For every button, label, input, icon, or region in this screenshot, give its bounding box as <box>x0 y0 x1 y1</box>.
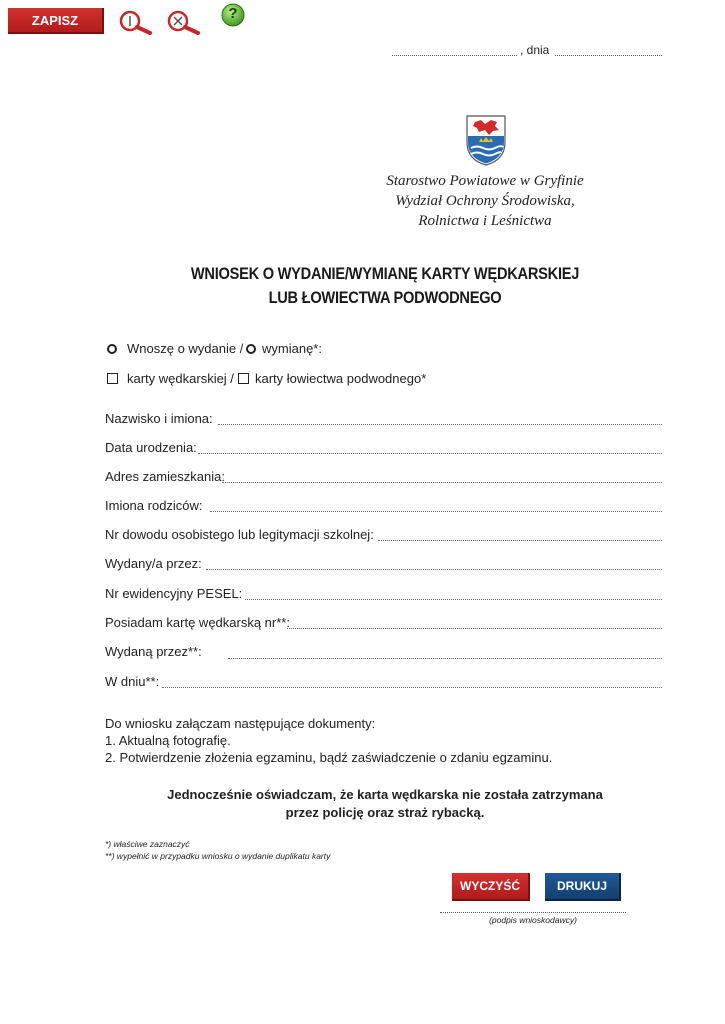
field-label-birthdate: Data urodzenia: <box>105 440 197 455</box>
declaration <box>105 786 665 822</box>
office-line-2: Wydział Ochrony Środowiska, <box>395 193 575 209</box>
underwater-card-label: karty łowiectwa podwodnego* <box>255 371 427 386</box>
date-separator: , dnia <box>520 43 550 57</box>
field-label-id-number: Nr dowodu osobistego lub legitymacji szkolnej: <box>105 527 374 542</box>
office-line-1: Starostwo Powiatowe w Gryfinie <box>386 173 584 189</box>
field-label-card-number: Posiadam kartę wędkarską nr**: <box>105 615 290 630</box>
signature-line[interactable] <box>440 912 626 913</box>
footnote-2: **) wypełnić w przypadku wniosku o wydanie duplikatu karty <box>105 851 331 861</box>
field-input-id-number[interactable] <box>378 540 662 541</box>
replace-option-label: wymianę*: <box>262 341 322 356</box>
attachments-intro: Do wniosku załączam następujące dokumenty: <box>105 716 376 731</box>
help-glyph: ? <box>228 5 238 22</box>
save-button[interactable]: ZAPISZ <box>8 8 104 34</box>
field-input-name[interactable] <box>218 424 662 425</box>
print-button[interactable]: DRUKUJ <box>545 873 621 901</box>
underwater-card-checkbox[interactable] <box>238 373 249 384</box>
field-label-parents: Imiona rodziców: <box>105 498 203 513</box>
date-field[interactable] <box>555 55 662 56</box>
title-line-1: WNIOSEK O WYDANIE/WYMIANĘ KARTY WĘDKARSKIEJ <box>190 264 580 283</box>
attachments-section <box>105 715 665 766</box>
clear-button[interactable]: WYCZYŚĆ <box>452 873 530 901</box>
field-label-pesel: Nr ewidencyjny PESEL: <box>105 586 243 601</box>
place-field[interactable] <box>392 55 517 56</box>
field-label-card-issued-by: Wydaną przez**: <box>105 644 202 659</box>
title-line-2: LUB ŁOWIECTWA PODWODNEGO <box>268 288 502 307</box>
field-input-card-issued-by[interactable] <box>228 658 662 659</box>
footnote-1: *) właściwe zaznaczyć <box>105 839 190 849</box>
office-line-3: Rolnictwa i Leśnictwa <box>418 213 552 229</box>
field-label-name: Nazwisko i imiona: <box>105 411 213 426</box>
field-input-issued-by[interactable] <box>206 569 662 570</box>
zoom-out-icon[interactable] <box>165 9 205 35</box>
signature-caption: (podpis wnioskodawcy) <box>489 915 577 925</box>
fishing-card-label: karty wędkarskiej / <box>127 371 234 386</box>
footnotes <box>105 838 465 862</box>
help-icon[interactable] <box>221 3 245 27</box>
field-input-birthdate[interactable] <box>198 453 662 454</box>
attachment-item-1: 1. Aktualną fotografię. <box>105 733 231 748</box>
field-input-pesel[interactable] <box>245 599 662 600</box>
office-name <box>340 171 630 231</box>
field-label-card-date: W dniu**: <box>105 674 160 689</box>
zoom-in-icon[interactable] <box>117 9 157 35</box>
issue-option-label: Wnoszę o wydanie / <box>127 341 244 356</box>
attachment-item-2: 2. Potwierdzenie złożenia egzaminu, bądź zaświadczenie o zdaniu egzaminu. <box>105 750 553 765</box>
field-input-parents[interactable] <box>210 511 662 512</box>
field-label-issued-by: Wydany/a przez: <box>105 556 202 571</box>
field-input-card-date[interactable] <box>162 687 662 688</box>
declaration-line-2: przez policję oraz straż rybacką. <box>285 805 485 820</box>
document-title <box>157 262 613 310</box>
issue-radio[interactable] <box>107 344 117 354</box>
declaration-line-1: Jednocześnie oświadczam, że karta wędkarska nie została zatrzymana <box>167 787 603 802</box>
county-crest-logo <box>465 114 507 166</box>
fishing-card-checkbox[interactable] <box>107 373 118 384</box>
replace-radio[interactable] <box>246 344 256 354</box>
field-input-address[interactable] <box>222 482 662 483</box>
field-input-card-number[interactable] <box>287 628 662 629</box>
field-label-address: Adres zamieszkania: <box>105 469 225 484</box>
